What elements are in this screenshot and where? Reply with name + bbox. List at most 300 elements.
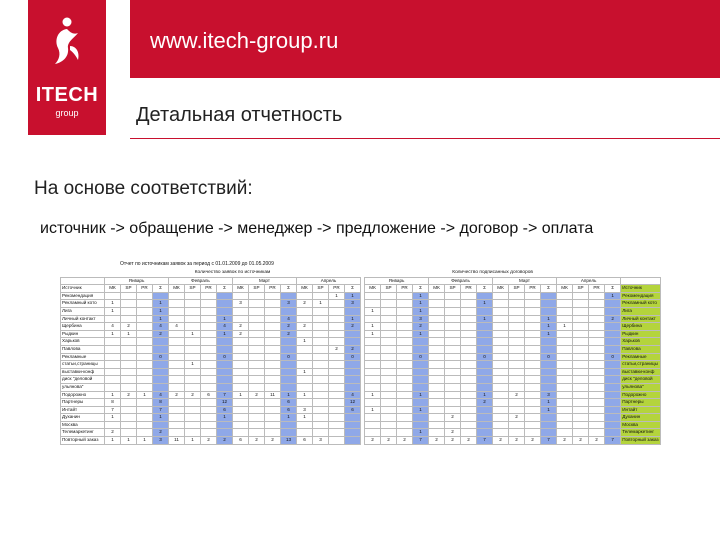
data-cell: 1 [541,399,557,407]
data-cell: 1 [413,300,429,308]
data-cell [137,338,153,346]
data-cell [605,338,621,346]
data-cell [525,330,541,338]
data-cell [169,376,185,384]
data-cell: 1 [121,437,137,445]
column-header: SP [249,285,265,293]
data-cell [121,376,137,384]
data-cell [329,391,345,399]
data-cell [345,383,361,391]
data-cell [121,345,137,353]
data-cell [185,406,201,414]
data-cell [541,361,557,369]
logo-subtext: group [55,108,79,118]
top-banner [130,0,720,78]
data-cell [605,383,621,391]
row-label: Лига [61,307,105,315]
data-cell [445,421,461,429]
row-label: статьи,страницы [621,361,661,369]
data-cell [573,421,589,429]
data-cell [329,406,345,414]
data-cell [493,330,509,338]
data-cell [589,399,605,407]
data-cell [217,361,233,369]
data-cell: 1 [153,307,169,315]
data-cell: 7 [217,391,233,399]
data-cell: 2 [121,391,137,399]
data-cell [249,383,265,391]
company-logo[interactable] [28,0,106,135]
data-cell [493,376,509,384]
data-cell: 3 [233,300,249,308]
data-cell [477,414,493,422]
table-row [61,406,661,414]
data-cell [493,353,509,361]
data-cell [445,315,461,323]
data-cell [249,330,265,338]
month-header: Февраль [169,277,233,285]
data-cell [249,421,265,429]
data-cell: 1 [185,361,201,369]
data-cell [413,345,429,353]
data-cell: 2 [281,323,297,331]
data-cell [429,368,445,376]
data-cell [169,383,185,391]
table-row [61,315,661,323]
data-cell [461,323,477,331]
data-cell: 2 [249,391,265,399]
data-cell [397,361,413,369]
data-cell: 1 [185,330,201,338]
data-cell [233,307,249,315]
data-cell [185,421,201,429]
data-cell [217,292,233,300]
data-cell [345,429,361,437]
data-cell [313,353,329,361]
table-row [61,414,661,422]
data-cell: 2 [509,391,525,399]
data-cell [281,292,297,300]
data-cell: 3 [153,437,169,445]
data-cell [169,345,185,353]
data-cell [233,421,249,429]
data-cell [477,429,493,437]
row-label: Повторный заказ [621,437,661,445]
section-right-title: Количество подписанных договоров [452,270,533,275]
data-cell [249,338,265,346]
data-cell: 12 [345,399,361,407]
data-cell [329,300,345,308]
data-cell [233,315,249,323]
row-label: Личный контакт [61,315,105,323]
data-cell: 4 [105,323,121,331]
data-cell [413,421,429,429]
data-cell [281,421,297,429]
data-cell [233,399,249,407]
data-cell [365,292,381,300]
report-title: Отчет по источникам заявок за период с 01.01.2009 до 01.05.2009 [120,261,274,267]
data-cell [605,300,621,308]
data-cell [429,292,445,300]
row-label: Духанин [621,414,661,422]
data-cell: 1 [365,406,381,414]
table-row [61,383,661,391]
data-cell [105,383,121,391]
row-label: Подорожно [621,391,661,399]
data-cell [265,383,281,391]
data-cell [329,429,345,437]
row-label: Рыдкин [61,330,105,338]
data-cell: 11 [265,391,281,399]
data-cell [573,414,589,422]
data-cell [445,406,461,414]
data-cell [313,315,329,323]
data-cell: 2 [153,330,169,338]
data-cell: 1 [413,406,429,414]
data-cell: 2 [233,323,249,331]
table-row [61,345,661,353]
data-cell [137,429,153,437]
data-cell [153,292,169,300]
data-cell: 6 [201,391,217,399]
data-cell [217,368,233,376]
data-cell [105,361,121,369]
data-cell [397,300,413,308]
data-cell [509,361,525,369]
data-cell [121,414,137,422]
data-cell: 1 [153,315,169,323]
data-cell [297,345,313,353]
data-cell [573,376,589,384]
data-cell [153,383,169,391]
data-cell [493,315,509,323]
column-header: SP [121,285,137,293]
table-row [61,300,661,308]
data-cell [429,361,445,369]
column-header: PR [329,285,345,293]
data-cell [345,421,361,429]
data-cell [281,307,297,315]
logo-text: ITECH [35,84,99,106]
table-row [61,330,661,338]
data-cell [477,421,493,429]
data-cell [137,300,153,308]
data-cell [201,429,217,437]
data-cell: 1 [217,414,233,422]
data-cell [329,307,345,315]
data-cell [461,353,477,361]
data-cell: 1 [413,330,429,338]
data-cell: 7 [105,406,121,414]
column-header: SP [381,285,397,293]
column-header: PR [397,285,413,293]
data-cell [249,323,265,331]
data-cell [185,292,201,300]
data-cell [233,383,249,391]
data-cell [265,414,281,422]
data-cell [345,414,361,422]
data-cell [313,376,329,384]
data-cell [605,421,621,429]
data-cell: 7 [477,437,493,445]
table-row [61,399,661,407]
column-header: МК [557,285,573,293]
data-cell: 6 [281,406,297,414]
data-cell: 1 [137,437,153,445]
data-cell [365,383,381,391]
data-cell [297,399,313,407]
data-cell [313,323,329,331]
data-cell [313,330,329,338]
person-figure-icon [50,16,84,66]
data-cell [509,345,525,353]
data-cell: 3 [541,391,557,399]
table-row [61,437,661,445]
data-cell [265,406,281,414]
data-cell [185,323,201,331]
data-cell [217,345,233,353]
data-cell [541,292,557,300]
data-cell [137,368,153,376]
data-cell: 0 [217,353,233,361]
data-cell [265,353,281,361]
data-cell [265,376,281,384]
data-cell [365,414,381,422]
data-cell [493,414,509,422]
data-cell [477,361,493,369]
column-header: Σ [281,285,297,293]
data-cell [381,414,397,422]
data-cell [429,330,445,338]
data-cell [573,391,589,399]
month-header: Январь [105,277,169,285]
data-cell [169,292,185,300]
data-cell: 2 [445,414,461,422]
data-cell [137,345,153,353]
data-cell [345,368,361,376]
data-cell [525,307,541,315]
data-cell [509,330,525,338]
data-cell: 2 [281,330,297,338]
data-cell [249,292,265,300]
section-header-row [61,270,661,277]
data-cell: 6 [217,406,233,414]
data-cell [605,399,621,407]
data-cell [509,383,525,391]
data-cell [297,330,313,338]
column-header: МК [233,285,249,293]
data-cell [281,376,297,384]
data-cell: 2 [573,437,589,445]
data-cell [121,300,137,308]
data-cell [589,292,605,300]
data-cell [429,323,445,331]
data-cell [525,353,541,361]
data-cell [201,307,217,315]
data-cell [281,361,297,369]
data-cell [313,338,329,346]
data-cell [313,421,329,429]
data-cell: 8 [105,399,121,407]
data-cell [249,315,265,323]
data-cell [557,338,573,346]
data-cell: 1 [313,300,329,308]
data-cell [137,421,153,429]
data-cell [429,414,445,422]
data-cell [169,368,185,376]
data-cell [461,292,477,300]
data-cell [605,391,621,399]
data-cell [557,429,573,437]
data-cell [313,414,329,422]
data-cell [381,338,397,346]
table-row [61,353,661,361]
data-cell [573,307,589,315]
table-row [61,361,661,369]
row-label: Харьков [61,338,105,346]
data-cell [137,307,153,315]
data-cell [557,383,573,391]
data-cell: 3 [281,300,297,308]
data-cell [461,421,477,429]
data-cell [169,307,185,315]
data-cell [265,330,281,338]
data-cell [573,315,589,323]
data-cell [525,391,541,399]
data-cell: 2 [217,437,233,445]
data-cell: 7 [605,437,621,445]
data-cell [329,376,345,384]
data-cell [201,368,217,376]
data-cell [365,338,381,346]
data-cell [137,383,153,391]
row-label: Личный контакт [621,315,661,323]
row-label: Интайт [61,406,105,414]
data-cell: 6 [345,406,361,414]
data-cell [429,406,445,414]
data-cell [297,292,313,300]
data-cell [121,406,137,414]
data-cell [429,315,445,323]
data-cell: 1 [297,368,313,376]
data-cell [201,300,217,308]
row-label: Партнеры [621,399,661,407]
data-cell [429,300,445,308]
data-cell: 2 [493,437,509,445]
data-cell: 1 [541,406,557,414]
data-cell [121,361,137,369]
data-cell [525,429,541,437]
data-cell [397,376,413,384]
data-cell: 2 [525,437,541,445]
data-cell [185,345,201,353]
data-cell [297,376,313,384]
data-cell [249,429,265,437]
data-cell: 6 [281,399,297,407]
data-cell [573,300,589,308]
row-label: Партнеры [61,399,105,407]
data-cell [589,353,605,361]
data-cell [605,345,621,353]
data-cell [185,315,201,323]
website-url[interactable]: www.itech-group.ru [150,28,339,53]
data-cell [265,429,281,437]
data-cell [541,429,557,437]
column-header: SP [445,285,461,293]
table-row [61,376,661,384]
data-cell [605,323,621,331]
data-cell [169,421,185,429]
data-cell [525,368,541,376]
data-cell [345,330,361,338]
data-cell [525,338,541,346]
data-cell [589,361,605,369]
process-chain: источник -> обращение -> менеджер -> предложение -> договор -> оплата [40,220,594,237]
data-cell [397,368,413,376]
data-cell: 4 [153,323,169,331]
data-cell [365,421,381,429]
data-cell [381,376,397,384]
data-cell [445,345,461,353]
data-cell: 1 [105,414,121,422]
month-header: Март [233,277,297,285]
data-cell [105,376,121,384]
data-cell [493,399,509,407]
data-cell [541,383,557,391]
row-label: Телемаркетинг [621,429,661,437]
data-cell: 2 [345,323,361,331]
data-cell [381,315,397,323]
data-cell [445,323,461,331]
data-cell [605,429,621,437]
data-cell [573,383,589,391]
data-cell: 1 [477,315,493,323]
data-cell [413,414,429,422]
data-cell [509,338,525,346]
data-cell: 1 [105,437,121,445]
row-label: Духанин [61,414,105,422]
row-label: ульянова" [621,383,661,391]
section-left-title: Количество заявок по источникам [194,270,271,275]
data-cell [525,315,541,323]
data-cell [201,338,217,346]
data-cell [445,307,461,315]
data-cell [365,399,381,407]
data-cell [121,307,137,315]
row-label: выставки-конф [61,368,105,376]
data-cell [185,353,201,361]
data-cell [429,429,445,437]
data-cell [477,376,493,384]
data-cell [105,421,121,429]
data-cell: 2 [329,345,345,353]
data-cell: 1 [413,391,429,399]
data-cell [445,353,461,361]
data-cell [345,376,361,384]
table-row [61,307,661,315]
data-cell [265,421,281,429]
data-cell [201,330,217,338]
data-cell [573,361,589,369]
data-cell [217,376,233,384]
data-cell [169,315,185,323]
data-cell: 2 [445,437,461,445]
data-cell [605,376,621,384]
data-cell [525,383,541,391]
data-cell: 6 [297,437,313,445]
data-cell [589,383,605,391]
data-cell [605,368,621,376]
